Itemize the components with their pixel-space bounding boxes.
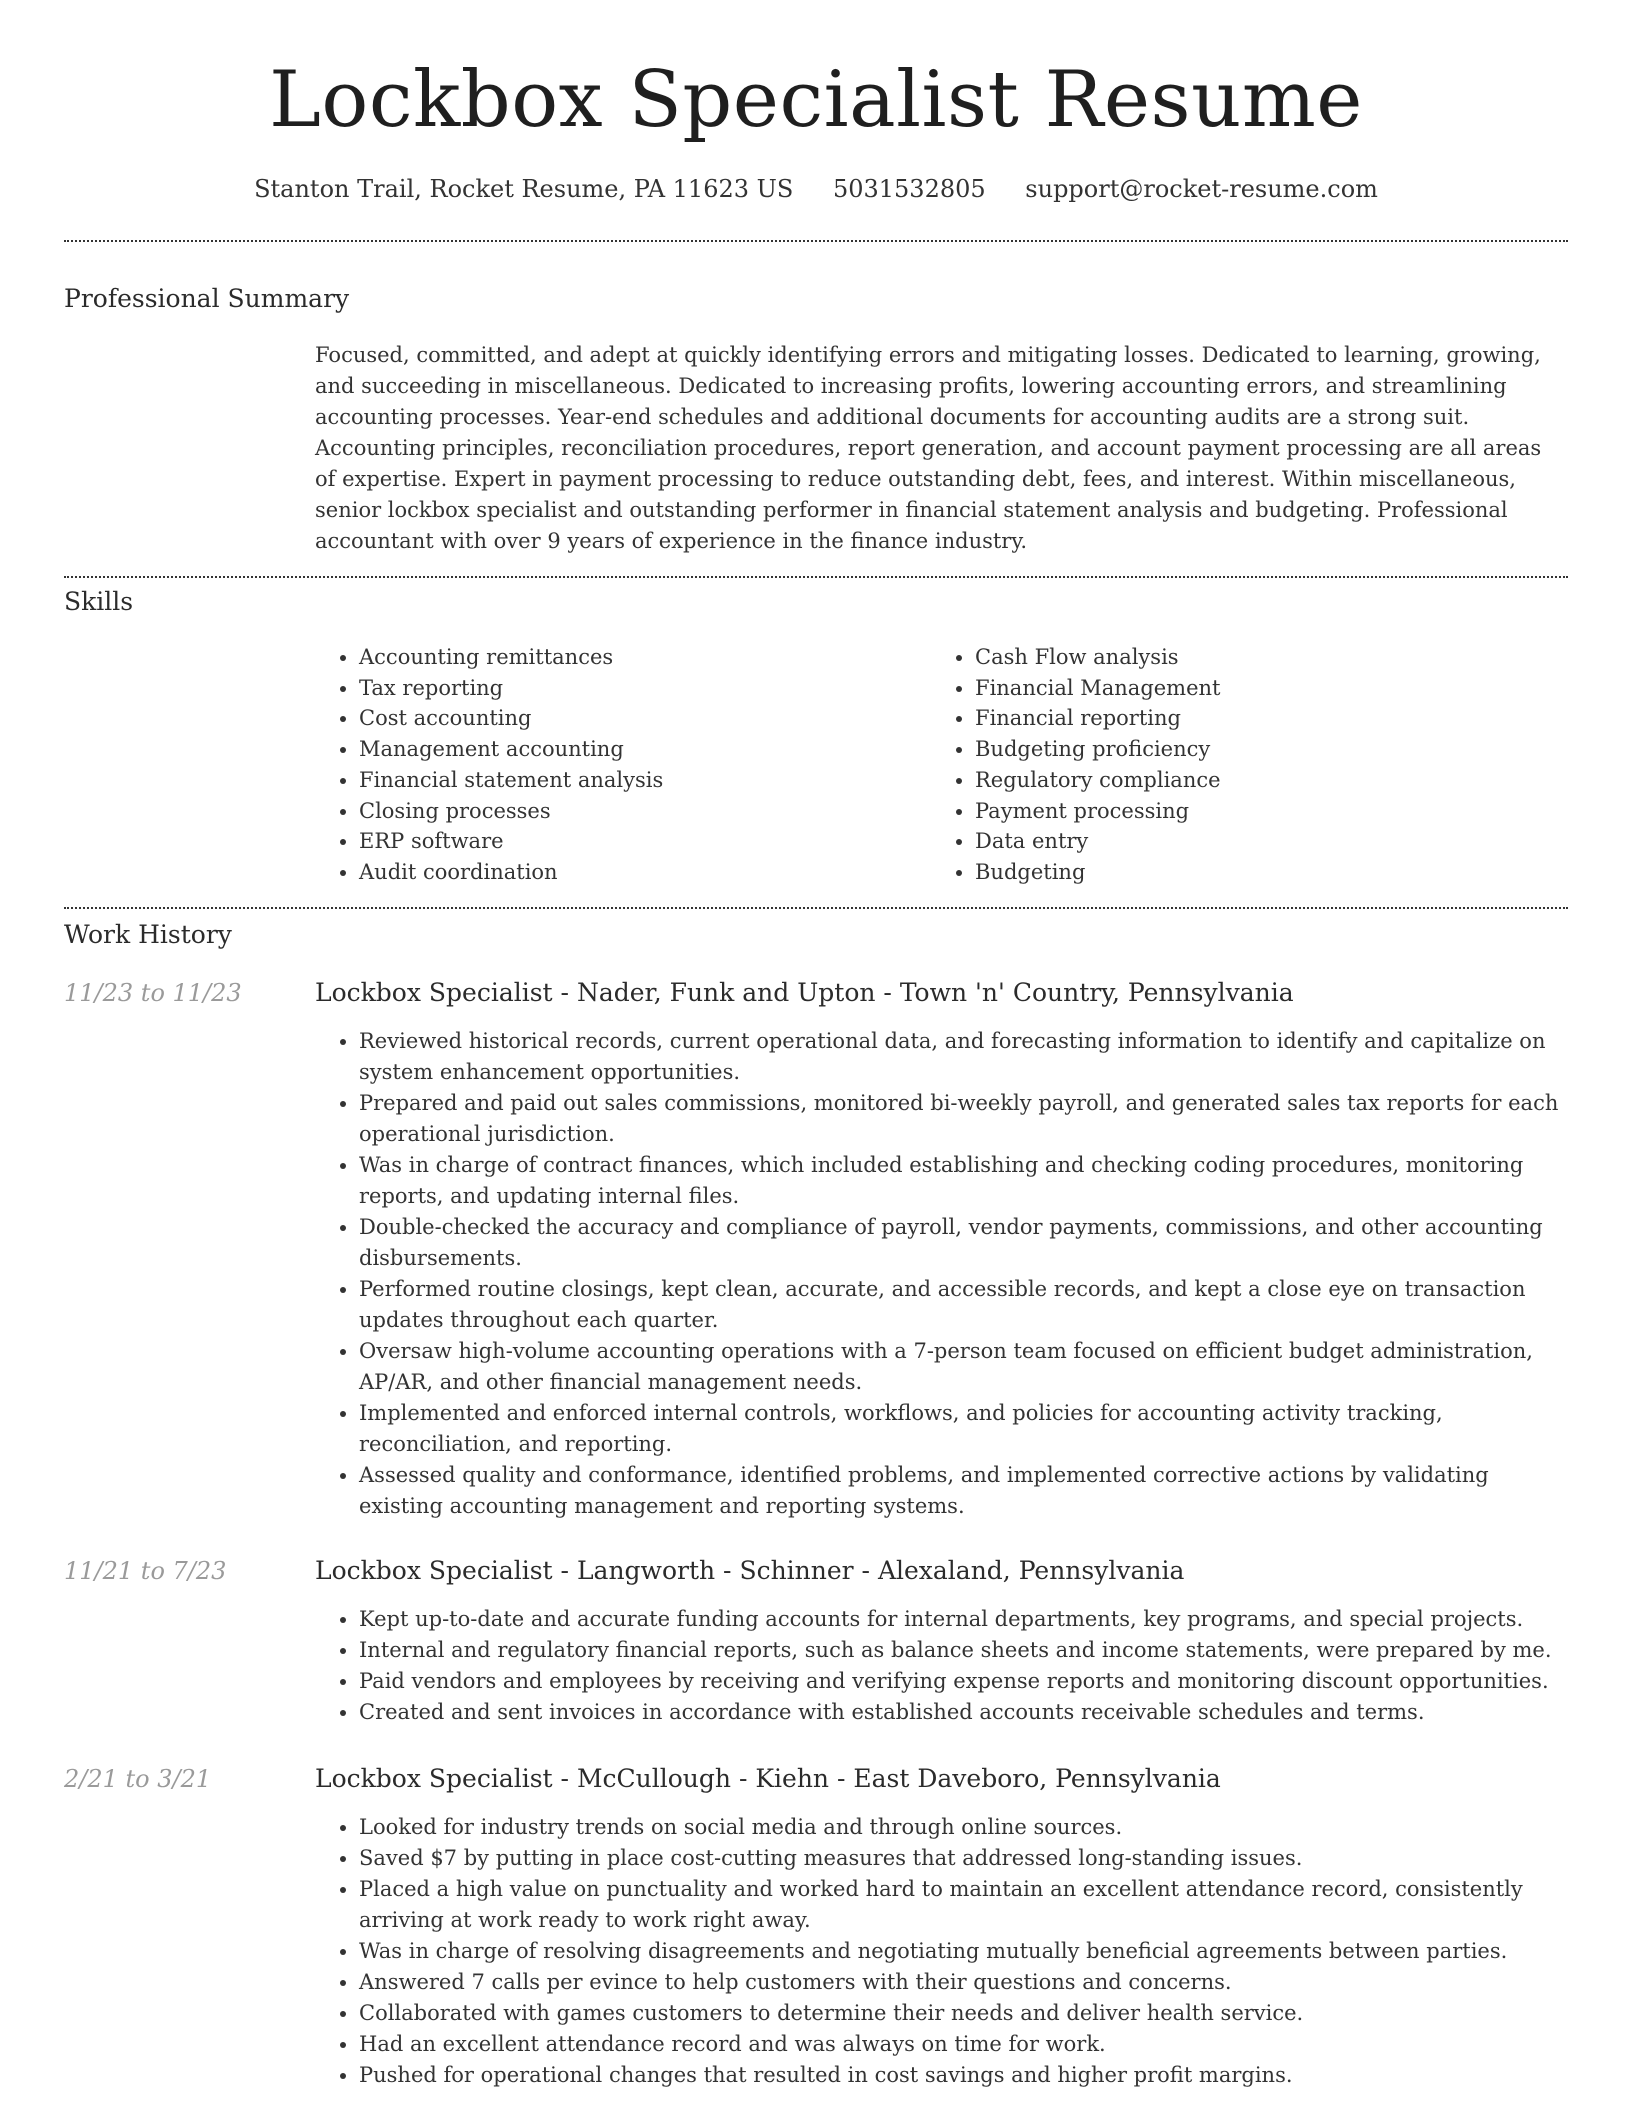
job-bullet: • Paid vendors and employees by receiving and verifying expense reports and monitoring discount opportunities. bbox=[359, 1666, 1568, 1697]
skill-item: • Payment processing bbox=[975, 796, 1575, 827]
skill-item: • ERP software bbox=[359, 826, 919, 857]
job-bullet: • Created and sent invoices in accordance with established accounts receivable schedules and terms. bbox=[359, 1697, 1568, 1728]
section-divider bbox=[64, 240, 1568, 242]
job-dates: 11/21 to 7/23 bbox=[64, 1557, 227, 1585]
job-bullet: • Looked for industry trends on social media and through online sources. bbox=[359, 1812, 1568, 1843]
skill-item: • Cash Flow analysis bbox=[975, 642, 1575, 673]
summary-heading: Professional Summary bbox=[64, 284, 350, 313]
job-title: Lockbox Specialist - Nader, Funk and Upton - Town 'n' Country, Pennsylvania bbox=[315, 978, 1294, 1007]
section-divider bbox=[64, 907, 1568, 909]
summary-text: Focused, committed, and adept at quickly identifying errors and mitigating losses. Dedicated to learning, growing, and succeeding in miscellaneous. Dedicated to increasing profits, lowering accounting errors, and streamlining accounting processes. Year-end schedules and additional documents for accounting audits are a strong suit. Accounting principles, reconciliation procedures, report generation, and account payment processing are all areas of expertise. Expert in payment processing to reduce outstanding debt, fees, and interest. Within miscellaneous, senior lockbox specialist and outstanding performer in financial statement analysis and budgeting. Professional accountant with over 9 years of experience in the finance industry. bbox=[315, 343, 1542, 553]
job-bullet: • Saved $7 by putting in place cost-cutting measures that addressed long-standing issues. bbox=[359, 1843, 1568, 1874]
job-bullet: • Performed routine closings, kept clean, accurate, and accessible records, and kept a close eye on transaction updates throughout each quarter. bbox=[359, 1274, 1568, 1336]
skills-list-left bbox=[315, 642, 919, 888]
job-dates: 2/21 to 3/21 bbox=[64, 1765, 212, 1793]
job-bullet: • Reviewed historical records, current operational data, and forecasting information to identify and capitalize on system enhancement opportunities. bbox=[359, 1026, 1568, 1088]
job-bullet: • Was in charge of resolving disagreements and negotiating mutually beneficial agreements between parties. bbox=[359, 1936, 1568, 1967]
job-bullet: • Internal and regulatory financial reports, such as balance sheets and income statements, were prepared by me. bbox=[359, 1635, 1568, 1666]
skill-item: • Budgeting bbox=[975, 857, 1575, 888]
skill-item: • Audit coordination bbox=[359, 857, 919, 888]
resume-title: Lockbox Specialist Resume bbox=[269, 55, 1363, 145]
job-bullet: • Kept up-to-date and accurate funding accounts for internal departments, key programs, and special projects. bbox=[359, 1604, 1568, 1635]
skill-item: • Financial reporting bbox=[975, 703, 1575, 734]
skill-item: • Regulatory compliance bbox=[975, 765, 1575, 796]
job-bullets bbox=[315, 1026, 1568, 1522]
job-bullet: • Oversaw high-volume accounting operations with a 7-person team focused on efficient budget administration, AP/AR, and other financial management needs. bbox=[359, 1336, 1568, 1398]
section-divider bbox=[64, 576, 1568, 578]
skill-item: • Management accounting bbox=[359, 734, 919, 765]
skill-item: • Tax reporting bbox=[359, 673, 919, 704]
skill-item: • Closing processes bbox=[359, 796, 919, 827]
skill-item: • Budgeting proficiency bbox=[975, 734, 1575, 765]
job-bullet: • Implemented and enforced internal controls, workflows, and policies for accounting activity tracking, reconciliation, and reporting. bbox=[359, 1398, 1568, 1460]
contact-phone: 5031532805 bbox=[832, 175, 986, 203]
job-title: Lockbox Specialist - McCullough - Kiehn - East Daveboro, Pennsylvania bbox=[315, 1764, 1221, 1793]
job-bullet: • Pushed for operational changes that resulted in cost savings and higher profit margins. bbox=[359, 2060, 1568, 2091]
skill-item: • Accounting remittances bbox=[359, 642, 919, 673]
contact-email: support@rocket-resume.com bbox=[1025, 175, 1378, 203]
contact-address: Stanton Trail, Rocket Resume, PA 11623 US bbox=[254, 175, 794, 203]
job-bullet: • Collaborated with games customers to determine their needs and deliver health service. bbox=[359, 1998, 1568, 2029]
skills-heading: Skills bbox=[64, 587, 134, 616]
job-bullets bbox=[315, 1604, 1568, 1728]
job-bullet: • Assessed quality and conformance, identified problems, and implemented corrective actions by validating existing accounting management and reporting systems. bbox=[359, 1460, 1568, 1522]
job-bullet: • Was in charge of contract finances, which included establishing and checking coding procedures, monitoring reports, and updating internal files. bbox=[359, 1150, 1568, 1212]
contact-line bbox=[0, 172, 1632, 206]
job-bullet: • Had an excellent attendance record and was always on time for work. bbox=[359, 2029, 1568, 2060]
skill-item: • Data entry bbox=[975, 826, 1575, 857]
job-dates: 11/23 to 11/23 bbox=[64, 979, 242, 1007]
job-title: Lockbox Specialist - Langworth - Schinner - Alexaland, Pennsylvania bbox=[315, 1556, 1185, 1585]
job-bullet: • Double-checked the accuracy and compliance of payroll, vendor payments, commissions, and other accounting disbursements. bbox=[359, 1212, 1568, 1274]
job-bullet: • Placed a high value on punctuality and worked hard to maintain an excellent attendance record, consistently arriving at work ready to work right away. bbox=[359, 1874, 1568, 1936]
skills-list-right bbox=[931, 642, 1575, 888]
skill-item: • Financial Management bbox=[975, 673, 1575, 704]
skill-item: • Financial statement analysis bbox=[359, 765, 919, 796]
job-bullets bbox=[315, 1812, 1568, 2091]
skill-item: • Cost accounting bbox=[359, 703, 919, 734]
job-bullet: • Prepared and paid out sales commissions, monitored bi-weekly payroll, and generated sales tax reports for each operational jurisdiction. bbox=[359, 1088, 1568, 1150]
work-heading: Work History bbox=[64, 920, 232, 949]
job-bullet: • Answered 7 calls per evince to help customers with their questions and concerns. bbox=[359, 1967, 1568, 1998]
